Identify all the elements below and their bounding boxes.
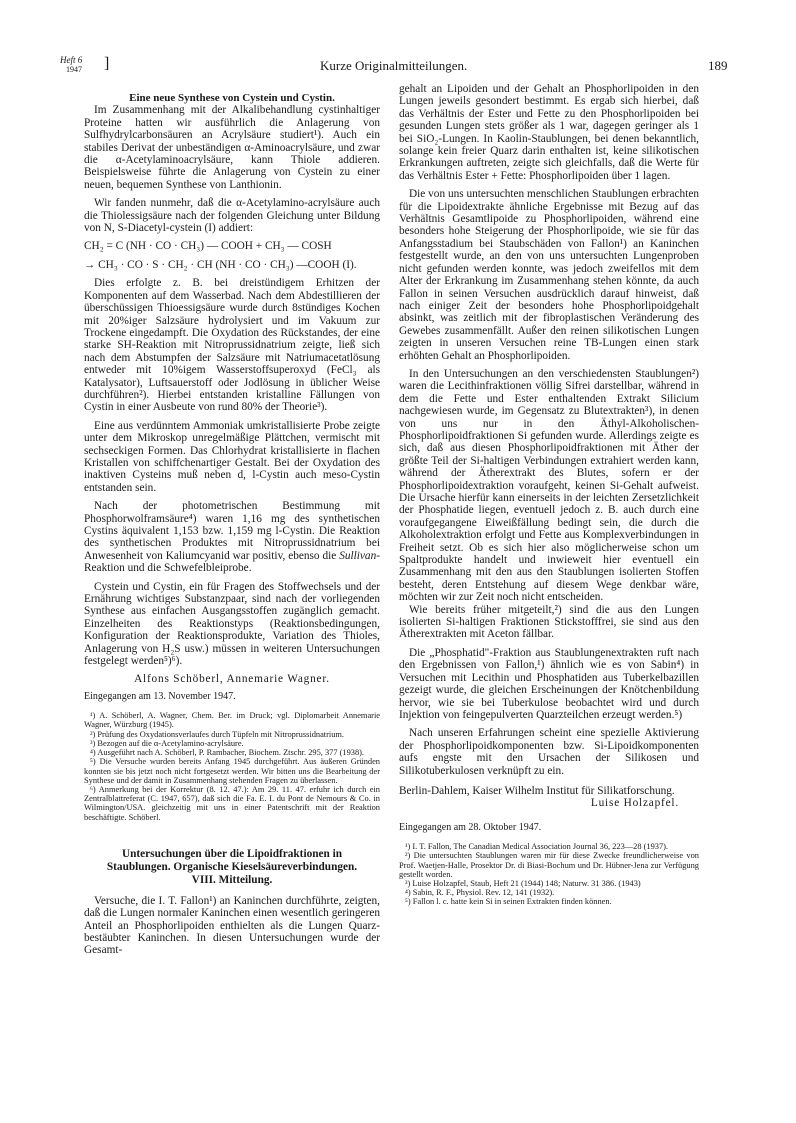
article1-paragraph-1: Im Zusammenhang mit der Alkalibehandlung cystinhaltiger Proteine hatten wir ausführlich die Anlagerung von Sulfhydrylcarbonsäuren an Acrylsäure studiert¹). Auch ein stabiles Derivat der unbeständigen α-Aminoacrylsäure, und zwar die α-Acetylaminoacrylsäure, kann Thiole addieren. Beispielsweise führte die Anlagerung von Cystein zu einer neuen, bequemen Synthese von Lanthionin. [84, 104, 380, 191]
footnote: ³) Luise Holzapfel, Staub, Heft 21 (1944) 148; Naturw. 31 386. (1943) [405, 878, 641, 888]
article2-paragraph-continued: gehalt an Lipoiden und der Gehalt an Phosphorlipoiden in den Lungen jeweils gesondert bestimmt. Es ergab sich hierbei, daß das Verhältnis der Ester und Fette zu den Phosphorlipoiden bei gesunden Lungen stets größer als 1 war, dagegen geringer als 1 bei SiO₂-Lungen. In Kaolin-Staublungen, bei denen bekanntlich, solange kein freier Quarz darin enthalten ist, keine silikotischen Erkrankungen auftreten, zeigte sich gleichfalls, daß die Werte für das Verhältnis Ester + Fette: Phosphorlipoiden über 1 lagen. [399, 83, 699, 182]
article2-paragraph-1: Versuche, die I. T. Fallon¹) an Kaninchen durchführte, zeigten, daß die Lungen normaler Kaninchen einen wesentlich geringeren Anteil an Phosphorlipoiden enthielten als die Lungen Quarz-bestäubter Kaninchen. In diesen Untersuchungen wurde der Gesamt- [84, 894, 380, 957]
running-head: Kurze Originalmitteilungen. [320, 58, 468, 73]
footnote: ¹) A. Schöberl, A. Wagner, Chem. Ber. im Druck; vgl. Diplomarbeit Annemarie Wagner, Würzburg (1945). [84, 711, 380, 730]
footnote: ⁴) Ausgeführt nach A. Schöberl, P. Rambacher, Biochem. Ztschr. 295, 377 (1938). [90, 748, 365, 758]
article1-footnotes [84, 711, 380, 821]
article1-paragraph-2: Wir fanden nunmehr, daß die α-Acetylamino-acrylsäure auch die Thiolessigsäure nach der folgenden Gleichung unter Bildung von N, S-Diacetyl-cystein (I) addiert: [84, 197, 380, 235]
footnote: ⁵) Fallon l. c. hatte kein Si in seinen Extrakten finden können. [405, 897, 612, 907]
article1-paragraph-5: Nach der photometrischen Bestimmung mit Phosphorwolframsäure⁴) waren 1,16 mg des synthetischen Cystins äquivalent 1,153 bzw. 1,159 mg l-Cystin. Die Reaktion des synthetischen Produktes mit Nitroprussidnatrium bei Anwesenheit von Kaliumcyanid war positiv, ebenso die Sullivan-Reaktion und die Schwefelbleiprobe. [84, 500, 380, 575]
footnote: ³) Bezogen auf die α-Acetylamino-acrylsäure. [90, 738, 244, 748]
article1-paragraph-4: Eine aus verdünntem Ammoniak umkristallisierte Probe zeigte unter dem Mikroskop unregelmäßige Plättchen, vermischt mit sechseckigen Formen. Das Chlorhydrat kristallisierte in flachen Kristallen von schiffchenartiger Gestalt. Bei der Oxydation des inaktiven Cysteins muß neben d, l-Cystin auch meso-Cystin entstanden sein. [84, 419, 380, 494]
article2-paragraph-4: Wie bereits früher mitgeteilt,²) sind die aus den Lungen isolierten Si-haltigen Fraktionen Stickstofffrei, sie sind aus den Ätherextrakten mit Aceton fällbar. [399, 603, 699, 641]
article2-author: Luise Holzapfel. [590, 797, 679, 810]
right-column [399, 83, 699, 1097]
article2-paragraph-6: Nach unseren Erfahrungen scheint eine spezielle Aktivierung der Phosphorlipoidkomponenten bzw. Si-Lipoidkomponenten aufs engste mit den Ursachen der Silikosen und Silikotuberkulosen verknüpft zu ein. [399, 727, 699, 777]
article1-paragraph-3: Dies erfolgte z. B. bei dreistündigem Erhitzen der Komponenten auf dem Wasserbad. Nach dem Abdestillieren der überschüssigen Thioessigsäure wurde durch 8stündiges Kochen mit 20%iger Salzsäure hydrolysiert und im Vakuum zur Trockene eingedampft. Die Oxydation des Rückstandes, der eine starke SH-Reaktion mit Nitroprussidnatrium zeigte, ließ sich nach dem Abstumpfen der Salzsäure mit Natriumacetatlösung entweder mit 10%igem Wasserstoffsuperoxyd (FeCl₃ als Katalysator), Luftsauerstoff oder Jodlösung in üblicher Weise durchführen²). Hierbei entstanden kristalline Fällungen von Cystin in einer Ausbeute von rund 80% der Theorie³). [84, 277, 380, 414]
footnote: ⁵) Die Versuche wurden bereits Anfang 1945 durchgeführt. Aus äußeren Gründen konnten sie bis jetzt noch nicht fortgesetzt werden. Wir bitten uns die Bearbeitung der Synthese und der damit in Zusammenhang stehenden Fragen zu überlassen. [84, 757, 380, 785]
footnote: ²) Die untersuchten Staublungen waren mir für diese Zwecke freundlicherweise von Prof. Waetjen-Halle, Prosektor Dr. di Biasi-Bochum und Dr. Hübner-Jena zur Verfügung gestellt worden. [399, 851, 699, 879]
article2-institute: Berlin-Dahlem, Kaiser Wilhelm Institut für Silikatforschung. [399, 784, 675, 797]
footnote: ⁴) Sabin, R. F., Physiol. Rev. 12, 141 (1932). [405, 888, 555, 898]
article2-paragraph-5: Die „Phosphatid"-Fraktion aus Staublungenextrakten ruft nach den Ergebnissen von Fallon,¹) ähnlich wie es von Sabin⁴) in Versuchen mit Lecithin und Phosphatiden aus Tuberkelbazillen gezeigt wurde, die gleichen Erscheinungen der Knötchenbildung hervor, wie sie bei Tuberkulose beobachtet wird und durch Injektion von feingepulverten Quarzteilchen erzeugt werden.⁵) [399, 646, 699, 721]
article1-received-date: Eingegangen am 13. November 1947. [84, 690, 236, 702]
footnote: ⁶) Anmerkung bei der Korrektur (8. 12. 47.): Am 29. 11. 47. erfuhr ich durch ein Zentralblattreferat (C. 1947, 657), daß sich die Fa. E. I. du Pont de Nemours & Co. in Wilmington/USA. gleichzeitig mit uns in einer Patentschrift mit der Reaktion beschäftigte. Schöberl. [84, 784, 380, 822]
article2-paragraph-3: In den Untersuchungen an den verschiedensten Staublungen²) waren die Lecithinfraktionen völlig Sifrei darstellbar, während in dem die Fette und Ester enthaltenden Extrakt Silicium nachgewiesen wurde, im Gegensatz zu Blutextrakten³), in denen von uns nur in den Äthyl-Alkoholischen-Phosphorlipoidfraktionen Si gefunden wurde. Allerdings zeigte es sich, daß aus diesen Phosphorlipoidfraktionen mit Äther der größte Teil der Si-haltigen Verbindungen extrahiert werden kann, während der Ätherextrakt des Blutes, sofern er der Phosphorlipoidextraktion voraufgeht, keinen Si-Gehalt aufweist. Die Ursache hierfür kann einerseits in der leichten Zersetzlichkeit der Phosphatide liegen, eventuell jedoch z. B. auch durch eine voraufgegangene Eiweißfällung bedingt sein, die durch die Alkoholextraktion erfolgt und Fette aus Komplexverbindungen in Freiheit setzt. Ob es sich hier also möglicherweise schon um Spaltprodukte handelt und inwieweit hier eventuell ein Zusammenhang mit den aus den Staublungen isolierten Stoffen besteht, deren Entstehung auf diesem Wege denkbar wäre, möchten wir zur Zeit noch nicht entscheiden. [399, 367, 699, 604]
article2-paragraph-2: Die von uns untersuchten menschlichen Staublungen erbrachten für die Lipoidextrakte ähnliche Ergebnisse mit Bezug auf das Verhältnis Gesamtlipoide zu Phosphorlipoiden, während eine besonders hohe Steigerung der Phosphorlipoide, wie sie für das Anfangsstadium bei Staubschäden von Fallon¹) an Kaninchen festgestellt wurde, an den von uns untersuchten Lungenproben nicht gefunden werden konnte, was jedoch zweifellos mit dem Alter der Erkrankung im Zusammenhang stehen könnte, da auch Fallon in seinen Versuchen ausdrücklich darauf hinweist, daß nach einiger Zeit der besonders hohe Phosphorlipoidgehalt absinkt, was zeitlich mit der fibroplastischen Veränderung des Gewebes zusammenfällt. Außer den reinen silikotischen Lungen zeigten in unseren Versuchen reine TB-Lungen einen stark erhöhten Gehalt an Phosphorlipoiden. [399, 188, 699, 362]
issue-bracket: ] [104, 55, 110, 72]
article1-paragraph-6: Cystein und Cystin, ein für Fragen des Stoffwechsels und der Ernährung wichtiges Substanzpaar, sind nach der vorliegenden Synthese aus einfachen Ausgangsstoffen zugänglich gemacht. Einzelheiten des Reaktionstyps (Reaktionsbedingungen, Konfiguration der Reaktionsprodukte, Variation des Thioles, Anlagerung von H₂S usw.) müssen in weiteren Untersuchungen festgelegt werden⁵)⁶). [84, 580, 380, 668]
article2-received-date: Eingegangen am 28. Oktober 1947. [399, 821, 542, 833]
page-number: 189 [708, 58, 728, 73]
footnote: ²) Prüfung des Oxydationsverlaufes durch Tüpfeln mit Nitroprussidnatrium. [90, 729, 345, 739]
article1-authors: Alfons Schöberl, Annemarie Wagner. [134, 673, 330, 686]
article2-footnotes [399, 842, 699, 906]
issue-label [60, 55, 82, 75]
article2-title: Untersuchungen über die Lipoidfraktionen in Staublungen. Organische Kieselsäureverbindungen. VIII. Mitteilung. [106, 847, 358, 886]
equation-line-1: CH₂ = C (NH · CO · CH₃) — COOH + CH₃ — COSH [84, 240, 332, 253]
left-column [84, 92, 380, 1097]
issue-year: 1947 [66, 65, 82, 74]
issue-number: Heft 6 [60, 55, 83, 65]
equation-line-2: → CH₃ · CO · S · CH₂ · CH (NH · CO · CH₃) —COOH (I). [84, 258, 357, 271]
article1-title: Eine neue Synthese von Cystein und Cystin. [129, 92, 335, 104]
footnote: ¹) I. T. Fallon, The Canadian Medical Association Journal 36, 223—28 (1937). [405, 842, 669, 852]
